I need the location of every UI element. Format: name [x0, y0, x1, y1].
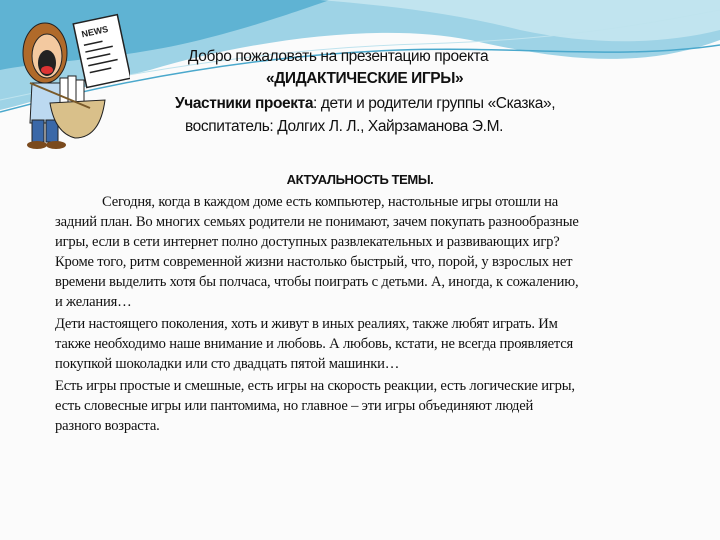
participants-text: : дети и родители группы «Сказка»,: [313, 95, 556, 112]
paragraph-line: времени выделить хотя бы полчаса, чтобы поиграть с детьми. А, иногда, к сожалению,: [55, 274, 579, 290]
paragraph-line: Сегодня, когда в каждом доме есть компьютер, настольные игры отошли на: [102, 194, 559, 210]
paragraph-line: и желания…: [55, 294, 132, 310]
welcome-text: Добро пожаловать на презентацию проекта: [188, 48, 489, 65]
paragraph-line: есть словесные игры или пантомима, но главное – эти игры объединяют людей: [55, 398, 534, 414]
paragraph-line: Есть игры простые и смешные, есть игры на скорость реакции, есть логические игры,: [55, 378, 575, 394]
participants-label: Участники проекта: [175, 95, 314, 112]
paragraph-line: игры, если в сети интернет полно доступных развлекательных и развивающих игр?: [55, 234, 560, 250]
participants-line: [175, 95, 555, 113]
project-title: «ДИДАКТИЧЕСКИЕ ИГРЫ»: [266, 70, 464, 87]
news-label: NEWS: [80, 23, 110, 40]
educators-text: воспитатель: Долгих Л. Л., Хайрзаманова Э.М.: [185, 118, 503, 135]
topic-heading: АКТУАЛЬНОСТЬ ТЕМЫ.: [286, 172, 434, 187]
paragraph-line: Дети настоящего поколения, хоть и живут в иных реалиях, также любят играть. Им: [55, 316, 558, 332]
paragraph-line: разного возраста.: [55, 418, 160, 434]
paragraph-line: задний план. Во многих семьях родители не понимают, зачем покупать разнообразные: [55, 214, 579, 230]
newsboy-illustration: [10, 8, 130, 153]
paragraph-line: покупкой шоколадки или сто двадцать пятой машинки…: [55, 356, 400, 372]
paragraph-line: также необходимо наше внимание и любовь. А любовь, кстати, не всегда проявляется: [55, 336, 574, 352]
paragraph-line: Кроме того, ритм современной жизни настолько быстрый, что, порой, у взрослых нет: [55, 254, 573, 270]
